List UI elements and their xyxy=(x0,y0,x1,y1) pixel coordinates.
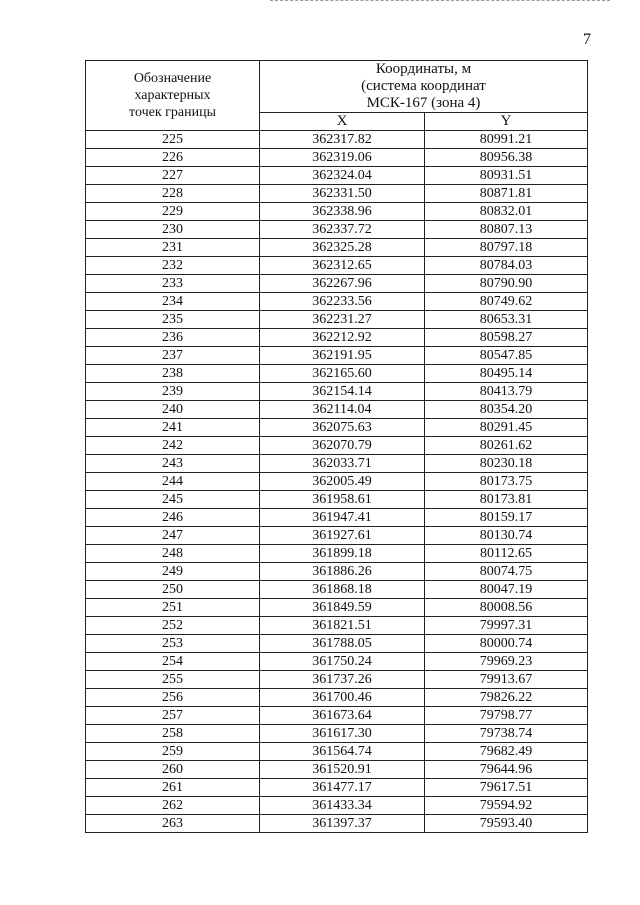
x-coordinate-cell: 361899.18 xyxy=(260,545,425,563)
table-row xyxy=(86,293,588,311)
table-row xyxy=(86,545,588,563)
point-number-cell: 259 xyxy=(86,743,260,761)
y-coordinate-cell: 79969.23 xyxy=(425,653,588,671)
table-row xyxy=(86,401,588,419)
table-row xyxy=(86,653,588,671)
point-number-cell: 233 xyxy=(86,275,260,293)
y-coordinate-cell: 80112.65 xyxy=(425,545,588,563)
table-row xyxy=(86,365,588,383)
y-coordinate-cell: 80931.51 xyxy=(425,167,588,185)
y-coordinate-cell: 80413.79 xyxy=(425,383,588,401)
y-coordinate-cell: 80230.18 xyxy=(425,455,588,473)
point-number-cell: 251 xyxy=(86,599,260,617)
x-coordinate-cell: 362324.04 xyxy=(260,167,425,185)
y-coordinate-cell: 80354.20 xyxy=(425,401,588,419)
table-row xyxy=(86,779,588,797)
point-number-cell: 252 xyxy=(86,617,260,635)
x-coordinate-cell: 362075.63 xyxy=(260,419,425,437)
y-coordinate-cell: 80797.18 xyxy=(425,239,588,257)
y-coordinate-cell: 80871.81 xyxy=(425,185,588,203)
table-row xyxy=(86,581,588,599)
y-coordinate-cell: 79593.40 xyxy=(425,815,588,833)
y-coordinate-cell: 80261.62 xyxy=(425,437,588,455)
table-row xyxy=(86,707,588,725)
table-row xyxy=(86,527,588,545)
y-column-header: Y xyxy=(425,113,588,131)
table-row xyxy=(86,275,588,293)
y-coordinate-cell: 80130.74 xyxy=(425,527,588,545)
table-row xyxy=(86,239,588,257)
x-coordinate-cell: 362337.72 xyxy=(260,221,425,239)
x-coordinate-cell: 362317.82 xyxy=(260,131,425,149)
x-coordinate-cell: 361564.74 xyxy=(260,743,425,761)
table-row xyxy=(86,491,588,509)
table-row xyxy=(86,167,588,185)
x-coordinate-cell: 361958.61 xyxy=(260,491,425,509)
table-row xyxy=(86,455,588,473)
point-number-cell: 235 xyxy=(86,311,260,329)
point-number-cell: 261 xyxy=(86,779,260,797)
top-border-marks xyxy=(270,0,610,4)
y-coordinate-cell: 80749.62 xyxy=(425,293,588,311)
y-coordinate-cell: 79826.22 xyxy=(425,689,588,707)
y-coordinate-cell: 80956.38 xyxy=(425,149,588,167)
point-number-cell: 254 xyxy=(86,653,260,671)
y-coordinate-cell: 80159.17 xyxy=(425,509,588,527)
y-coordinate-cell: 80047.19 xyxy=(425,581,588,599)
point-number-cell: 230 xyxy=(86,221,260,239)
y-coordinate-cell: 80653.31 xyxy=(425,311,588,329)
x-coordinate-cell: 361397.37 xyxy=(260,815,425,833)
table-row xyxy=(86,257,588,275)
y-coordinate-cell: 79644.96 xyxy=(425,761,588,779)
table-row xyxy=(86,761,588,779)
table-row xyxy=(86,473,588,491)
point-number-cell: 237 xyxy=(86,347,260,365)
x-coordinate-cell: 361868.18 xyxy=(260,581,425,599)
x-coordinate-cell: 361849.59 xyxy=(260,599,425,617)
point-number-cell: 250 xyxy=(86,581,260,599)
point-number-cell: 246 xyxy=(86,509,260,527)
point-number-cell: 225 xyxy=(86,131,260,149)
y-coordinate-cell: 79617.51 xyxy=(425,779,588,797)
table-row xyxy=(86,635,588,653)
x-coordinate-cell: 361520.91 xyxy=(260,761,425,779)
x-coordinate-cell: 361737.26 xyxy=(260,671,425,689)
y-coordinate-cell: 80008.56 xyxy=(425,599,588,617)
y-coordinate-cell: 80807.13 xyxy=(425,221,588,239)
x-column-header: X xyxy=(260,113,425,131)
point-number-cell: 241 xyxy=(86,419,260,437)
x-coordinate-cell: 362233.56 xyxy=(260,293,425,311)
point-number-cell: 257 xyxy=(86,707,260,725)
x-coordinate-cell: 362114.04 xyxy=(260,401,425,419)
point-number-cell: 256 xyxy=(86,689,260,707)
table-row xyxy=(86,671,588,689)
point-designation-header xyxy=(86,61,260,131)
x-coordinate-cell: 361750.24 xyxy=(260,653,425,671)
y-coordinate-cell: 80173.75 xyxy=(425,473,588,491)
table-row xyxy=(86,689,588,707)
coords-header-line-2: (система координат xyxy=(361,78,486,94)
table-row xyxy=(86,203,588,221)
point-number-cell: 227 xyxy=(86,167,260,185)
table-row xyxy=(86,383,588,401)
y-coordinate-cell: 80991.21 xyxy=(425,131,588,149)
x-coordinate-cell: 362033.71 xyxy=(260,455,425,473)
x-coordinate-cell: 361617.30 xyxy=(260,725,425,743)
y-coordinate-cell: 80173.81 xyxy=(425,491,588,509)
table-row xyxy=(86,131,588,149)
point-number-cell: 263 xyxy=(86,815,260,833)
point-number-cell: 244 xyxy=(86,473,260,491)
coords-header-line-3: МСК-167 (зона 4) xyxy=(366,95,481,111)
point-number-cell: 229 xyxy=(86,203,260,221)
y-coordinate-cell: 80598.27 xyxy=(425,329,588,347)
y-coordinate-cell: 80547.85 xyxy=(425,347,588,365)
x-coordinate-cell: 361788.05 xyxy=(260,635,425,653)
y-coordinate-cell: 80784.03 xyxy=(425,257,588,275)
x-coordinate-cell: 362070.79 xyxy=(260,437,425,455)
x-coordinate-cell: 362212.92 xyxy=(260,329,425,347)
point-number-cell: 228 xyxy=(86,185,260,203)
y-coordinate-cell: 80832.01 xyxy=(425,203,588,221)
point-number-cell: 253 xyxy=(86,635,260,653)
point-number-cell: 234 xyxy=(86,293,260,311)
table-row xyxy=(86,347,588,365)
x-coordinate-cell: 362231.27 xyxy=(260,311,425,329)
point-header-line-2: характерных xyxy=(134,88,211,103)
x-coordinate-cell: 361477.17 xyxy=(260,779,425,797)
x-coordinate-cell: 362005.49 xyxy=(260,473,425,491)
x-coordinate-cell: 361927.61 xyxy=(260,527,425,545)
x-coordinate-cell: 362191.95 xyxy=(260,347,425,365)
table-row xyxy=(86,329,588,347)
point-number-cell: 262 xyxy=(86,797,260,815)
table-row xyxy=(86,599,588,617)
x-coordinate-cell: 361673.64 xyxy=(260,707,425,725)
x-coordinate-cell: 361947.41 xyxy=(260,509,425,527)
point-number-cell: 240 xyxy=(86,401,260,419)
point-number-cell: 248 xyxy=(86,545,260,563)
y-coordinate-cell: 79997.31 xyxy=(425,617,588,635)
table-row xyxy=(86,617,588,635)
point-number-cell: 242 xyxy=(86,437,260,455)
point-header-line-3: точек границы xyxy=(129,105,216,120)
x-coordinate-cell: 362312.65 xyxy=(260,257,425,275)
y-coordinate-cell: 80495.14 xyxy=(425,365,588,383)
table-row xyxy=(86,743,588,761)
point-header-line-1: Обозначение xyxy=(133,71,212,86)
point-number-cell: 243 xyxy=(86,455,260,473)
table-row xyxy=(86,149,588,167)
y-coordinate-cell: 80790.90 xyxy=(425,275,588,293)
point-number-cell: 258 xyxy=(86,725,260,743)
table-row xyxy=(86,725,588,743)
table-row xyxy=(86,221,588,239)
page-number: 7 xyxy=(583,31,591,48)
coordinates-header xyxy=(260,61,588,113)
x-coordinate-cell: 362154.14 xyxy=(260,383,425,401)
table-row xyxy=(86,185,588,203)
y-coordinate-cell: 79682.49 xyxy=(425,743,588,761)
table-body xyxy=(86,131,588,833)
y-coordinate-cell: 80291.45 xyxy=(425,419,588,437)
point-number-cell: 247 xyxy=(86,527,260,545)
x-coordinate-cell: 361886.26 xyxy=(260,563,425,581)
point-number-cell: 245 xyxy=(86,491,260,509)
table-row xyxy=(86,419,588,437)
y-coordinate-cell: 80000.74 xyxy=(425,635,588,653)
point-number-cell: 238 xyxy=(86,365,260,383)
table-row xyxy=(86,437,588,455)
x-coordinate-cell: 362338.96 xyxy=(260,203,425,221)
point-number-cell: 255 xyxy=(86,671,260,689)
x-coordinate-cell: 362325.28 xyxy=(260,239,425,257)
point-number-cell: 249 xyxy=(86,563,260,581)
table-row xyxy=(86,815,588,833)
point-number-cell: 236 xyxy=(86,329,260,347)
x-coordinate-cell: 362331.50 xyxy=(260,185,425,203)
coordinates-table xyxy=(85,60,588,833)
x-coordinate-cell: 362267.96 xyxy=(260,275,425,293)
point-number-cell: 231 xyxy=(86,239,260,257)
y-coordinate-cell: 79798.77 xyxy=(425,707,588,725)
y-coordinate-cell: 79594.92 xyxy=(425,797,588,815)
point-number-cell: 260 xyxy=(86,761,260,779)
x-coordinate-cell: 362165.60 xyxy=(260,365,425,383)
table-row xyxy=(86,311,588,329)
point-number-cell: 232 xyxy=(86,257,260,275)
y-coordinate-cell: 79913.67 xyxy=(425,671,588,689)
point-number-cell: 226 xyxy=(86,149,260,167)
x-coordinate-cell: 362319.06 xyxy=(260,149,425,167)
point-number-cell: 239 xyxy=(86,383,260,401)
y-coordinate-cell: 80074.75 xyxy=(425,563,588,581)
x-coordinate-cell: 361700.46 xyxy=(260,689,425,707)
table-header-row xyxy=(86,61,588,113)
x-coordinate-cell: 361433.34 xyxy=(260,797,425,815)
y-coordinate-cell: 79738.74 xyxy=(425,725,588,743)
table-row xyxy=(86,509,588,527)
x-coordinate-cell: 361821.51 xyxy=(260,617,425,635)
coords-header-line-1: Координаты, м xyxy=(375,61,472,77)
table-row xyxy=(86,563,588,581)
table-row xyxy=(86,797,588,815)
